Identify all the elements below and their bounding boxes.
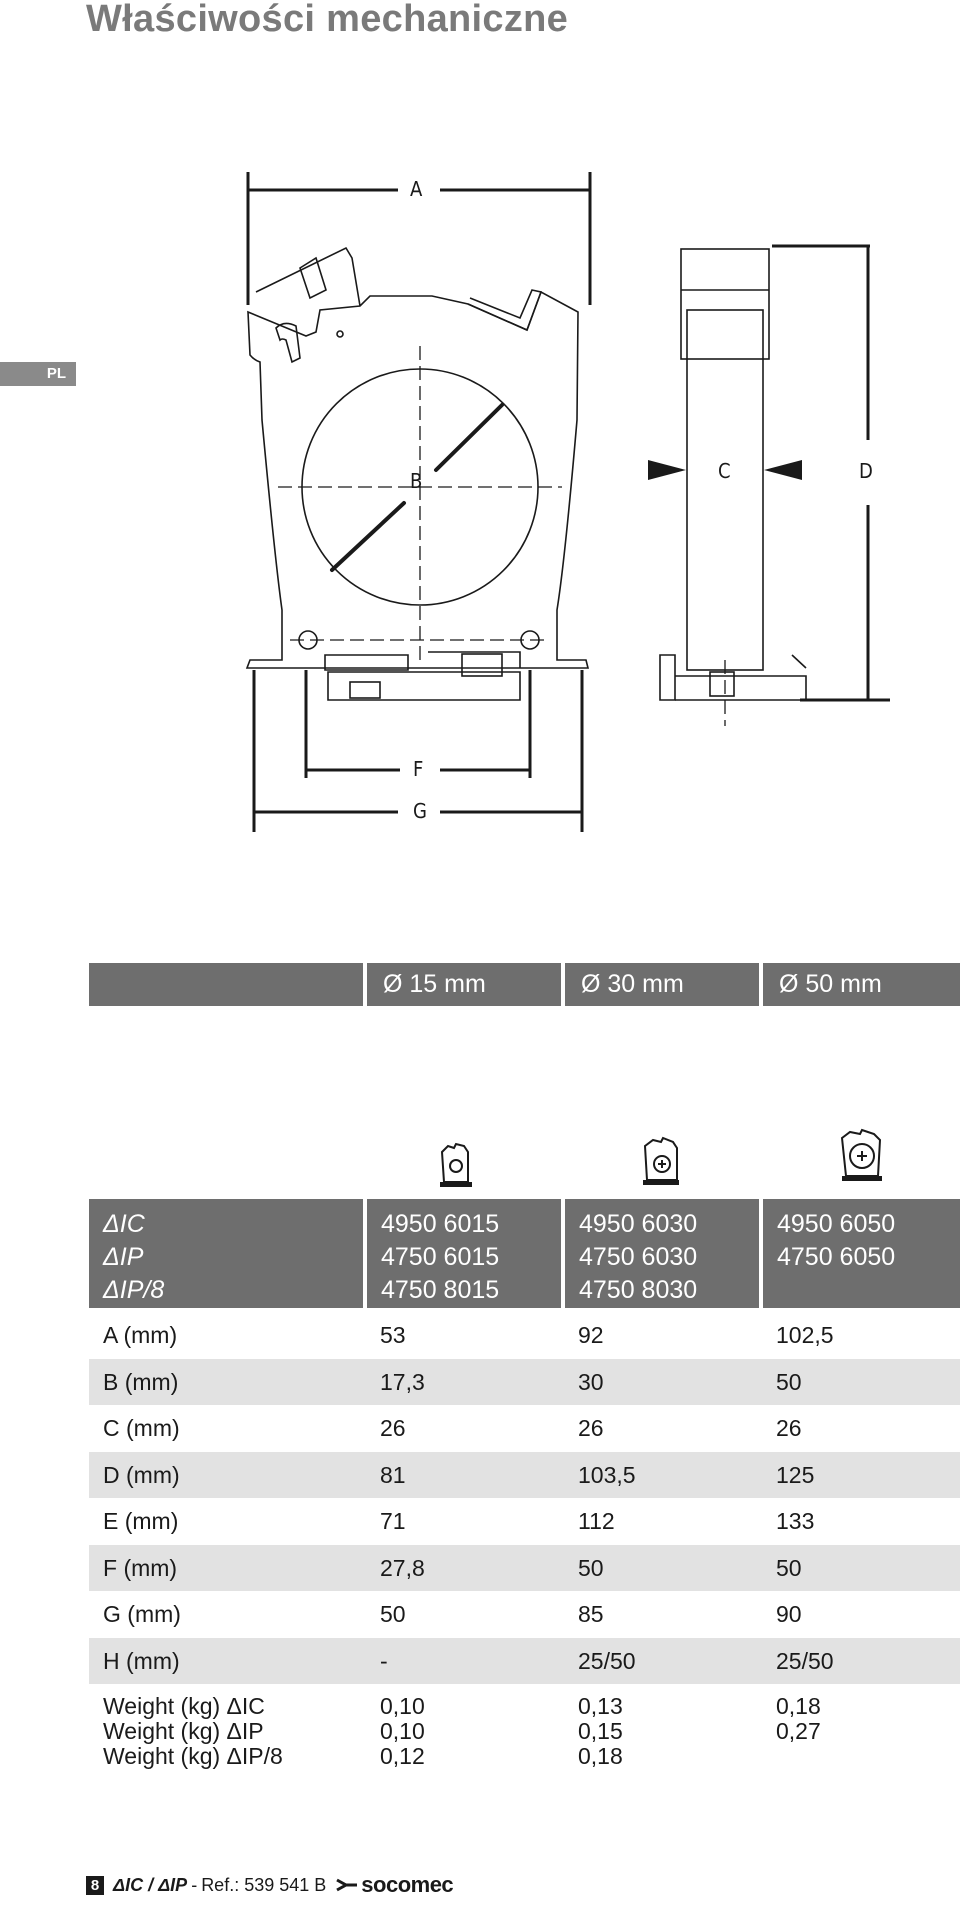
table-row	[89, 1452, 960, 1499]
model-col-15	[367, 1199, 561, 1308]
footer-ref: Ref.: 539 541 B	[201, 1874, 327, 1895]
size-header-15: Ø 15 mm	[367, 963, 561, 1006]
ct-30mm-icon	[641, 1136, 683, 1188]
cell-value: 53	[380, 1322, 406, 1348]
brand-name: socomec	[361, 1872, 454, 1897]
cell-value: 102,5	[776, 1322, 834, 1348]
page-title: Właściwości mechaniczne	[86, 0, 569, 40]
cell-value: 125	[776, 1461, 815, 1488]
cell-value: 26	[578, 1415, 604, 1441]
dimension-label-g: G	[413, 799, 427, 823]
row-label: G (mm)	[103, 1601, 181, 1627]
table-row	[89, 1498, 960, 1545]
table-row	[89, 1591, 960, 1638]
weight-label: Weight (kg) ΔIP/8	[103, 1743, 283, 1769]
cell-value: 25/50	[578, 1647, 636, 1674]
ct-15mm-icon	[438, 1142, 476, 1190]
row-label: B (mm)	[103, 1368, 179, 1395]
page-number: 8	[86, 1876, 104, 1895]
weight-col-30	[578, 1694, 623, 1769]
row-label: C (mm)	[103, 1415, 180, 1441]
cell-value: 90	[776, 1601, 802, 1627]
cell-value: 81	[380, 1461, 406, 1488]
table-row	[89, 1359, 960, 1406]
table-row	[89, 1545, 960, 1592]
row-label: D (mm)	[103, 1461, 180, 1488]
model-label-ic: ΔIC	[103, 1210, 145, 1238]
model-numbers-row	[89, 1199, 960, 1308]
brand-logo	[336, 1872, 453, 1898]
model-number: 4750 8030	[579, 1276, 698, 1304]
weight-value: 0,10	[380, 1693, 425, 1719]
weight-col-15	[380, 1694, 425, 1769]
cell-value: 50	[776, 1554, 802, 1581]
cell-value: 30	[578, 1368, 604, 1395]
row-label: F (mm)	[103, 1554, 178, 1581]
dimension-label-c: C	[718, 459, 731, 483]
cell-value: 103,5	[578, 1461, 636, 1488]
cell-value: 71	[380, 1508, 406, 1534]
dimension-label-a: A	[410, 177, 423, 201]
weight-value: 0,10	[380, 1718, 425, 1744]
ct-50mm-icon	[838, 1128, 886, 1188]
model-number: 4750 6050	[777, 1243, 896, 1271]
row-label: A (mm)	[103, 1322, 178, 1348]
model-col-50	[763, 1199, 960, 1308]
weight-label: Weight (kg) ΔIP	[103, 1718, 264, 1744]
weight-value: 0,27	[776, 1718, 821, 1744]
footer-separator: -	[191, 1874, 198, 1895]
model-number: 4950 6030	[579, 1210, 698, 1238]
model-number: 4950 6050	[777, 1210, 896, 1238]
table-row	[89, 1405, 960, 1452]
model-number: 4950 6015	[381, 1210, 500, 1238]
model-label-ip8: ΔIP/8	[103, 1276, 165, 1304]
dimension-label-d: D	[859, 459, 873, 483]
size-header-50: Ø 50 mm	[763, 963, 960, 1006]
cell-value: 26	[380, 1415, 406, 1441]
size-header-empty	[89, 963, 363, 1006]
cell-value: 17,3	[380, 1368, 425, 1395]
row-label: H (mm)	[103, 1647, 180, 1674]
language-tab[interactable]: PL	[0, 362, 76, 386]
cell-value: 133	[776, 1508, 815, 1534]
weight-value: 0,15	[578, 1718, 623, 1744]
row-label: E (mm)	[103, 1508, 179, 1534]
table-row	[89, 1638, 960, 1685]
weight-value: 0,13	[578, 1693, 623, 1719]
cell-value: 92	[578, 1322, 604, 1348]
weight-labels	[103, 1694, 283, 1769]
size-header-30: Ø 30 mm	[565, 963, 759, 1006]
cell-value: -	[380, 1647, 388, 1674]
weight-value: 0,18	[776, 1693, 821, 1719]
model-number: 4750 8015	[381, 1276, 500, 1304]
dimension-table	[89, 1312, 960, 1684]
dimension-label-b: B	[410, 469, 423, 493]
brand-mark-icon	[336, 1878, 358, 1892]
cell-value: 50	[380, 1601, 406, 1627]
model-label-ip: ΔIP	[103, 1243, 144, 1271]
model-col-30	[565, 1199, 759, 1308]
model-labels	[89, 1199, 363, 1308]
cell-value: 27,8	[380, 1554, 425, 1581]
cell-value: 25/50	[776, 1647, 834, 1674]
cell-value: 50	[776, 1368, 802, 1395]
table-row	[89, 1312, 960, 1359]
weight-col-50	[776, 1694, 821, 1744]
size-header-row	[89, 963, 960, 1006]
cell-value: 85	[578, 1601, 604, 1627]
model-number: 4750 6015	[381, 1243, 500, 1271]
cell-value: 26	[776, 1415, 802, 1441]
dimension-drawing	[0, 0, 960, 840]
weight-value: 0,12	[380, 1743, 425, 1769]
cell-value: 112	[578, 1508, 615, 1534]
weight-label: Weight (kg) ΔIC	[103, 1693, 265, 1719]
dimension-label-f: F	[413, 757, 424, 781]
page-footer	[86, 1874, 453, 1896]
weight-value: 0,18	[578, 1743, 623, 1769]
footer-product: ΔIC / ΔIP	[113, 1874, 188, 1895]
model-number: 4750 6030	[579, 1243, 698, 1271]
cell-value: 50	[578, 1554, 604, 1581]
